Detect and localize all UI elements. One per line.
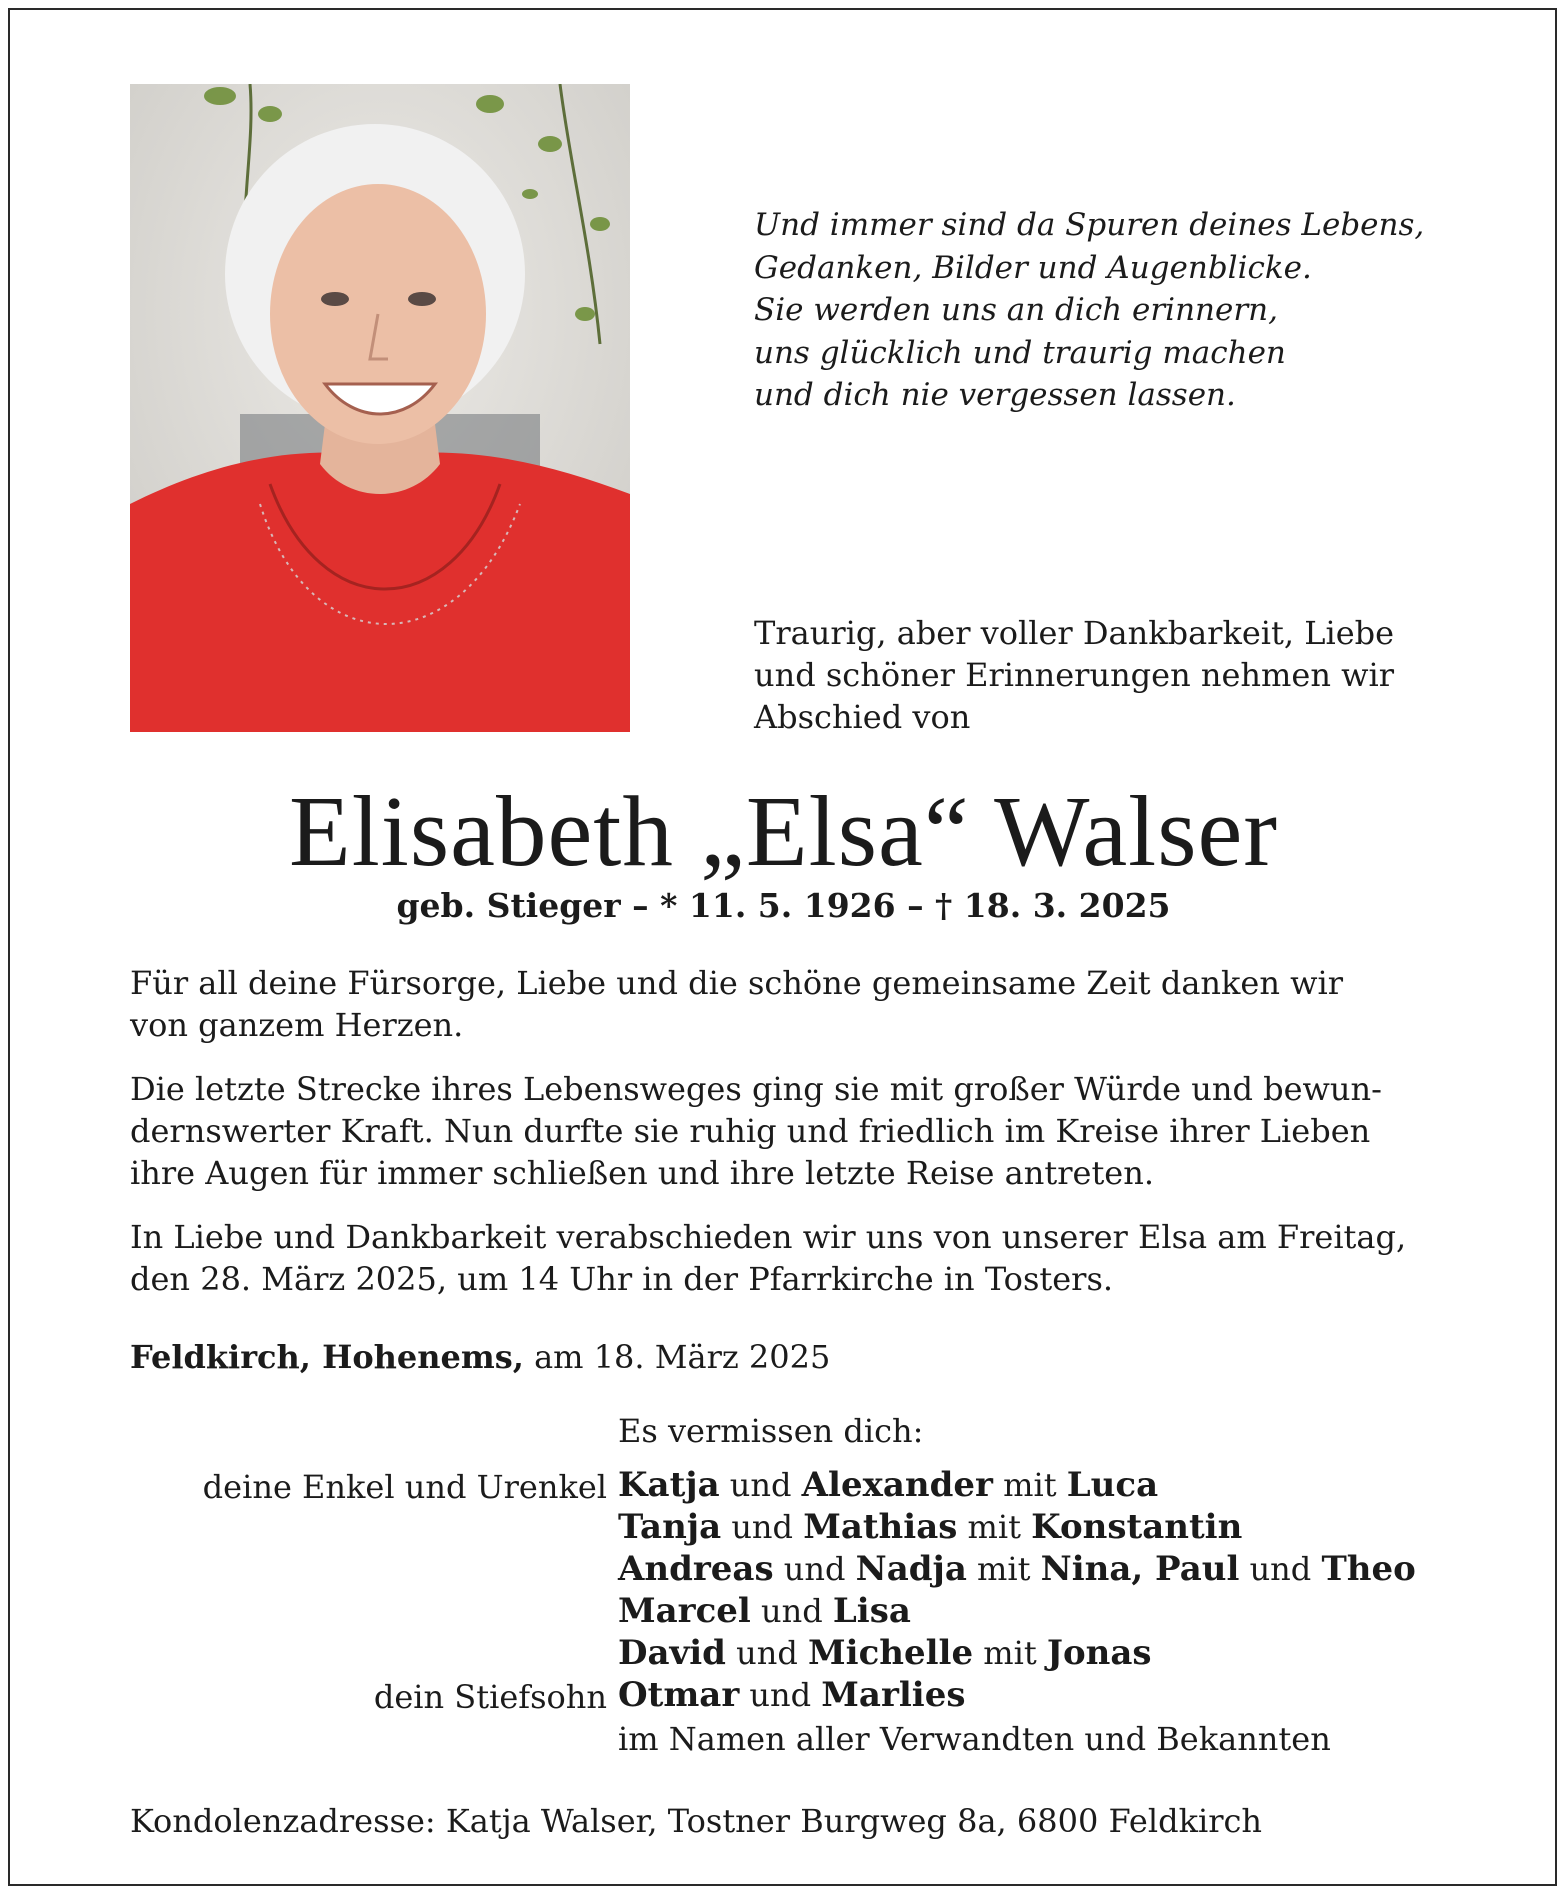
paragraph-line: Die letzte Strecke ihres Lebensweges ging sie mit großer Würde und bewun- [130,1070,1382,1108]
connector-text: und [739,1676,822,1714]
mourner-line [618,1548,1416,1590]
verse-line: Gedanken, Bilder und Augenblicke. [754,249,1312,286]
intro-line: und schöner Erinnerungen nehmen wir [754,656,1395,694]
mourner-line [618,1590,1416,1632]
paragraph-line: Für all deine Fürsorge, Liebe und die schöne gemeinsame Zeit danken wir [130,964,1344,1002]
farewell-intro [754,612,1454,738]
mourner-name: Andreas [618,1549,774,1589]
connector-text: mit [957,1508,1032,1546]
thanks-paragraph [130,962,1450,1046]
mourners-closing: im Namen aller Verwandten und Bekannten [618,1720,1331,1758]
mourner-name: Katja [618,1465,720,1505]
connector-text: und [721,1508,804,1546]
passing-paragraph [130,1068,1450,1194]
connector-text: und [773,1550,856,1588]
mourner-line [618,1632,1416,1674]
mourner-names [618,1464,1416,1716]
relation-grandchildren: deine Enkel und Urenkel [202,1468,607,1506]
mourner-name: Jonas [1046,1633,1152,1673]
birth-death-details: geb. Stieger – * 11. 5. 1926 – † 18. 3. 2025 [396,886,1171,925]
deceased-name: Elisabeth „Elsa“ Walser [289,775,1278,887]
mourner-line [618,1506,1416,1548]
connector-text: mit [966,1550,1041,1588]
mourner-line [618,1464,1416,1506]
mourner-name: Alexander [801,1465,993,1505]
place-and-date [130,1336,830,1378]
place-towns: Feldkirch, Hohenems, [130,1338,524,1376]
mourner-name: Konstantin [1031,1507,1243,1547]
connector-text: und [750,1592,833,1630]
paragraph-line: dernswerter Kraft. Nun durfte sie ruhig und friedlich im Kreise ihrer Lieben [130,1112,1371,1150]
connector-text: und [725,1634,809,1672]
mourner-name: Otmar [618,1675,740,1715]
intro-line: Abschied von [754,698,971,736]
mourner-name: David [618,1633,726,1673]
connector-text: mit [973,1634,1047,1672]
mourner-name: Mathias [803,1507,958,1547]
connector-text: und [719,1466,802,1504]
verse-line: Sie werden uns an dich erinnern, [754,292,1278,328]
mourner-name: Luca [1066,1465,1159,1505]
mourner-name: Lisa [832,1591,911,1631]
funeral-paragraph [130,1216,1450,1300]
intro-line: Traurig, aber voller Dankbarkeit, Liebe [754,614,1395,652]
verse-line: und dich nie vergessen lassen. [754,377,1236,413]
condolence-address: Kondolenzadresse: Katja Walser, Tostner Burgweg 8a, 6800 Feldkirch [130,1802,1263,1840]
verse-line: Und immer sind da Spuren deines Lebens, [754,207,1425,243]
paragraph-line: den 28. März 2025, um 14 Uhr in der Pfarrkirche in Tosters. [130,1260,1114,1298]
mourner-name: Marcel [618,1591,751,1631]
mourner-name: Michelle [808,1633,974,1673]
mourner-name: Marlies [821,1675,966,1715]
paragraph-line: von ganzem Herzen. [130,1006,464,1044]
connector-text: und [1239,1550,1322,1588]
place-date: am 18. März 2025 [523,1338,831,1376]
paragraph-line: ihre Augen für immer schließen und ihre letzte Reise antreten. [130,1154,1155,1192]
mourner-name: Nina, Paul [1040,1549,1240,1589]
mourner-name: Theo [1321,1549,1416,1589]
portrait-illustration [130,84,630,732]
mourners-label: Es vermissen dich: [618,1412,924,1450]
portrait-photo [130,84,630,732]
mourner-name: Tanja [618,1507,722,1547]
paragraph-line: In Liebe und Dankbarkeit verabschieden wir uns von unserer Elsa am Freitag, [130,1218,1407,1256]
memorial-verse [754,204,1514,417]
relation-stepson: dein Stiefsohn [373,1678,607,1716]
mourner-line [618,1674,1416,1716]
verse-line: uns glücklich und traurig machen [754,334,1286,371]
connector-text: mit [992,1466,1067,1504]
mourner-name: Nadja [855,1549,967,1589]
